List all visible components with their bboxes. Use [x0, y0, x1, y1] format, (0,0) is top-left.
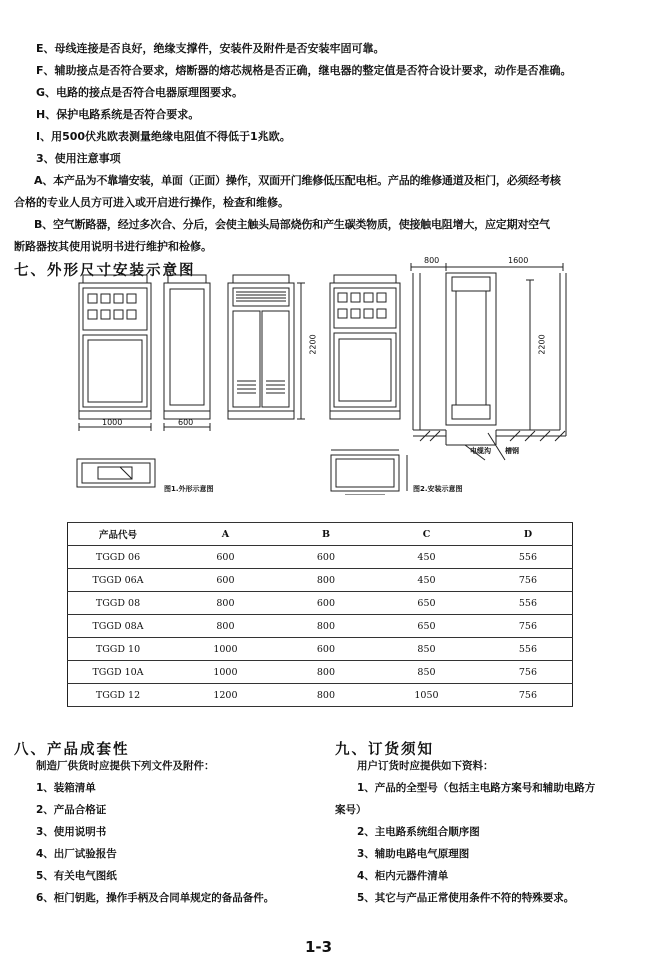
- table-cell: 756: [484, 661, 573, 684]
- table-row: [68, 638, 573, 661]
- table-cell: TGGD 08A: [68, 615, 169, 638]
- table-cell: 600: [168, 546, 283, 569]
- cabinet-front-view: [79, 275, 151, 419]
- dim-label-600: 600: [178, 418, 194, 427]
- section9-title: 九、订货须知: [335, 742, 434, 758]
- cabinet-plan-view: [77, 459, 155, 487]
- text-line-usage-a1: A、本产品为不靠墙安装，单面（正面）操作，双面开门维修低压配电柜。产品的维修通道及柜门，必须经考核: [34, 174, 561, 187]
- dim-label-1000: 1000: [102, 418, 123, 427]
- table-cell: 600: [283, 546, 369, 569]
- table-cell: 1000: [168, 661, 283, 684]
- header-cell: B: [283, 523, 369, 546]
- section9-item: 2、主电路系统组合顺序图: [357, 826, 480, 838]
- header-cell: 产品代号: [68, 523, 169, 546]
- dim-label-800: 800: [424, 256, 440, 265]
- table-cell: 800: [283, 569, 369, 592]
- cable-trench-label: 电缆沟: [470, 447, 491, 455]
- page-number: 1-3: [305, 938, 333, 956]
- table-cell: 600: [283, 592, 369, 615]
- table-header-row: [68, 523, 573, 546]
- section8-item: 5、有关电气图纸: [36, 870, 117, 882]
- table-cell: TGGD 06A: [68, 569, 169, 592]
- table-row: [68, 615, 573, 638]
- channel-steel-label: 槽钢: [505, 447, 519, 455]
- table-cell: 600: [168, 569, 283, 592]
- figure-caption-1: 图1.外形示意图: [164, 485, 214, 493]
- cabinet-rear-view: [228, 275, 294, 419]
- table-cell: 756: [484, 615, 573, 638]
- table-cell: 450: [369, 546, 484, 569]
- dim-label-1600: 1600: [508, 256, 529, 265]
- table-cell: 1000: [168, 638, 283, 661]
- table-cell: 850: [369, 661, 484, 684]
- table-cell: TGGD 12: [68, 684, 169, 707]
- table-cell: 556: [484, 638, 573, 661]
- section8-intro: 制造厂供货时应提供下列文件及附件：: [36, 760, 215, 772]
- text-line-h: H、保护电路系统是否符合要求。: [36, 108, 200, 121]
- table-cell: 556: [484, 546, 573, 569]
- table-row: [68, 592, 573, 615]
- text-line-usage-b1: B、空气断路器，经过多次合、分后，会使主触头局部烧伤和产生碳类物质，使接触电阻增大，应定期对空气: [34, 218, 550, 231]
- table-cell: 800: [283, 684, 369, 707]
- table-row: [68, 661, 573, 684]
- table-cell: 800: [283, 615, 369, 638]
- text-line-usage-heading: 3、使用注意事项: [36, 152, 121, 165]
- text-line-f: F、辅助接点是否符合要求，熔断器的熔芯规格是否正确，继电器的整定值是否符合设计要求，动作是否准确。: [36, 64, 572, 77]
- dim-label-2200-b: 2200: [537, 334, 547, 355]
- text-line-usage-b2: 断路器按其使用说明书进行维护和检修。: [14, 240, 212, 253]
- table-cell: 650: [369, 615, 484, 638]
- header-cell: C: [369, 523, 484, 546]
- table-cell: 850: [369, 638, 484, 661]
- table-cell: TGGD 10A: [68, 661, 169, 684]
- section7-title: 七、外形尺寸安装示意图: [14, 263, 196, 279]
- table-cell: 756: [484, 684, 573, 707]
- text-line-i: I、用500伏兆欧表测量绝缘电阻值不得低于1兆欧。: [36, 130, 291, 143]
- section9-item: 1、产品的全型号（包括主电路方案号和辅助电路方: [357, 782, 596, 794]
- header-cell: A: [168, 523, 283, 546]
- spec-table: [67, 522, 573, 707]
- table-cell: 450: [369, 569, 484, 592]
- section9-intro: 用户订货时应提供如下资料：: [357, 760, 494, 772]
- section8-item: 2、产品合格证: [36, 804, 107, 816]
- table-cell: 1200: [168, 684, 283, 707]
- table-row: [68, 684, 573, 707]
- section9-item: 5、其它与产品正常使用条件不符的特殊要求。: [357, 892, 575, 904]
- table-cell: TGGD 06: [68, 546, 169, 569]
- section8-item: 6、柜门钥匙，操作手柄及合同单规定的备品备件。: [36, 892, 275, 904]
- section9-item: 4、柜内元器件清单: [357, 870, 449, 882]
- section8-item: 3、使用说明书: [36, 826, 107, 838]
- section8-item: 4、出厂试验报告: [36, 848, 117, 860]
- figure-caption-2: 图2.安装示意图: [413, 485, 463, 493]
- table-cell: 600: [283, 638, 369, 661]
- cabinet-side-view: [164, 275, 210, 419]
- table-row: [68, 546, 573, 569]
- section8-item: 1、装箱清单: [36, 782, 96, 794]
- table-cell: TGGD 10: [68, 638, 169, 661]
- table-cell: TGGD 08: [68, 592, 169, 615]
- text-line-g: G、电路的接点是否符合电器原理图要求。: [36, 86, 244, 99]
- text-line-usage-a2: 合格的专业人员方可进入或开启进行操作，检查和维修。: [14, 196, 289, 209]
- table-row: [68, 569, 573, 592]
- table-cell: 756: [484, 569, 573, 592]
- table-cell: 800: [168, 615, 283, 638]
- section9-item: 案号）: [335, 804, 367, 816]
- text-line-e: E、母线连接是否良好，绝缘支撑件，安装件及附件是否安装牢固可靠。: [36, 42, 385, 55]
- table-cell: 800: [168, 592, 283, 615]
- table-cell: 1050: [369, 684, 484, 707]
- dim-label-2200-a: 2200: [308, 334, 318, 355]
- installation-figure: [0, 255, 650, 495]
- installation-section-view: [411, 263, 566, 460]
- section9-item: 3、辅助电路电气原理图: [357, 848, 470, 860]
- header-cell: D: [484, 523, 573, 546]
- cabinet-front-view-2: [330, 275, 400, 419]
- table-cell: 556: [484, 592, 573, 615]
- section8-title: 八、产品成套性: [14, 742, 130, 758]
- table-cell: 800: [283, 661, 369, 684]
- table-cell: 650: [369, 592, 484, 615]
- base-plan-view: [331, 450, 407, 495]
